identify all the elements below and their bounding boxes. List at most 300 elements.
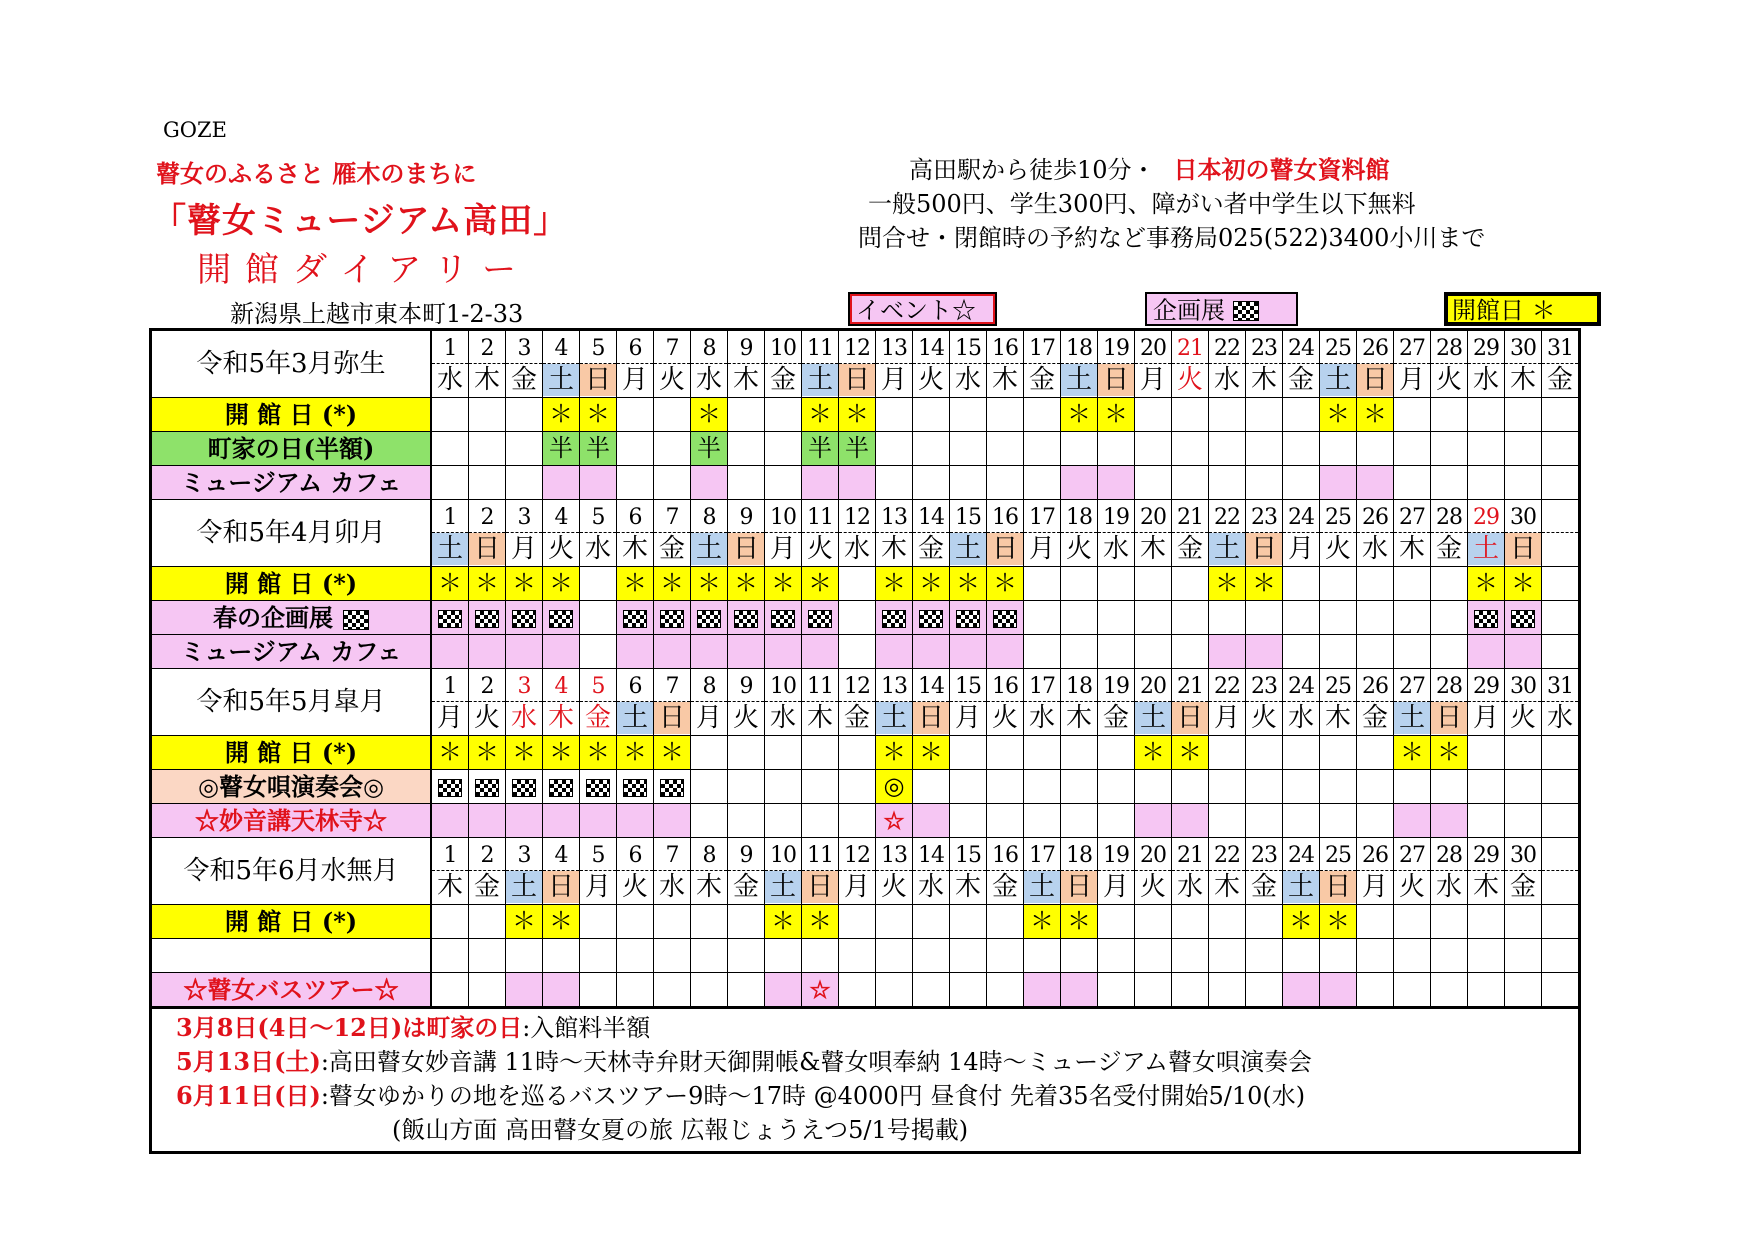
day-number: 14 [913,500,949,533]
day-header [1246,838,1283,905]
checkered-flag-icon [882,610,906,628]
day-cell: ＊ [617,567,654,601]
day-header [691,669,728,736]
day-header [1098,838,1135,905]
weekday: 火 [1065,534,1092,564]
day-cell [950,466,987,500]
day-cell [617,770,654,804]
day-header [1394,500,1431,567]
day-cell [1246,601,1283,635]
weekday: 火 [732,703,759,733]
day-cell [1246,973,1283,1008]
day-header [1172,330,1209,398]
day-cell [876,466,913,500]
weekday: 木 [1139,534,1166,564]
day-number: 7 [654,331,690,364]
day-cell [1246,939,1283,973]
day-cell [728,905,765,939]
day-header [1431,669,1468,736]
day-number: 9 [728,500,764,533]
day-cell [1468,398,1505,432]
day-cell [506,804,543,838]
row-label-text: 開 館 日 (*) [224,569,358,598]
day-number: 10 [765,500,801,533]
legend-open-day [1444,292,1601,326]
day-cell [1135,804,1172,838]
day-header [1135,500,1172,567]
day-cell: ＊ [654,567,691,601]
day-header [580,669,617,736]
day-header [654,500,691,567]
day-cell [1394,770,1431,804]
day-cell [1283,770,1320,804]
day-cell: ＊ [1357,398,1394,432]
day-cell: ＊ [1431,736,1468,770]
day-cell [617,973,654,1008]
day-header [1209,669,1246,736]
day-cell [431,432,469,466]
row-label-text: 開 館 日 (*) [224,907,358,936]
day-cell [506,635,543,669]
day-cell [580,905,617,939]
day-cell [950,905,987,939]
day-cell [987,770,1024,804]
day-header [876,838,913,905]
day-cell: 半 [691,432,728,466]
checkered-flag-icon [1511,610,1535,628]
day-number: 5 [580,838,616,871]
weekday: 土 [802,364,838,396]
day-number: 13 [876,331,912,364]
day-cell: ＊ [1024,905,1061,939]
day-cell [1431,601,1468,635]
note-line [176,1079,1578,1113]
checkered-flag-icon [512,779,536,797]
day-number: 1 [432,331,468,364]
row-label [151,804,432,838]
day-cell: ＊ [580,736,617,770]
day-cell [728,939,765,973]
day-header [765,500,802,567]
day-cell: ＊ [1283,905,1320,939]
day-header [802,838,839,905]
legend-open-label: 開館日 ＊ [1452,296,1556,325]
day-header [1135,330,1172,398]
note-date: 3月8日(4日〜12日)は町家の日 [176,1013,523,1042]
day-cell [1246,736,1283,770]
day-cell [1024,939,1061,973]
day-header [469,669,506,736]
day-cell [1505,635,1542,669]
day-number: 11 [802,331,838,364]
day-cell [1431,567,1468,601]
day-number: 15 [950,331,986,364]
day-number: 6 [617,669,653,702]
row-label-text: ☆妙音講天林寺☆ [195,806,387,835]
day-number: 12 [839,331,875,364]
day-cell [1172,905,1209,939]
day-cell [839,466,876,500]
legend-event [848,292,997,326]
day-cell [1024,973,1061,1008]
day-header [1135,838,1172,905]
day-cell [1542,466,1580,500]
day-cell [913,804,950,838]
day-cell [1283,601,1320,635]
day-cell [1061,635,1098,669]
day-cell [876,601,913,635]
weekday: 金 [1435,534,1462,564]
day-cell: 半 [839,432,876,466]
checkered-flag-icon [993,610,1017,628]
day-cell [728,398,765,432]
notes-cell [151,1008,1580,1153]
day-header [469,330,506,398]
day-cell [543,466,580,500]
day-number: 21 [1172,500,1208,533]
contact-info: 問合せ・閉館時の予約など事務局025(522)3400小川まで [858,224,1486,252]
day-cell [765,466,802,500]
weekday: 土 [765,871,801,903]
weekday: 木 [991,365,1018,395]
day-cell [950,398,987,432]
weekday: 火 [547,534,574,564]
day-cell [987,635,1024,669]
schedule-row [151,398,1580,432]
day-cell: ＊ [1209,567,1246,601]
day-cell [1431,905,1468,939]
day-number: 11 [802,500,838,533]
day-cell [839,939,876,973]
weekday: 日 [1431,702,1467,734]
day-number: 18 [1061,838,1097,871]
day-cell: ＊ [1394,736,1431,770]
weekday: 月 [1472,703,1499,733]
day-cell: 半 [802,432,839,466]
weekday: 水 [1287,703,1314,733]
weekday: 木 [695,872,722,902]
day-cell [654,398,691,432]
weekday: 月 [1287,534,1314,564]
day-cell [765,804,802,838]
weekday: 土 [950,533,986,565]
day-number: 1 [432,838,468,871]
schedule-row [151,601,1580,635]
day-cell [1320,567,1357,601]
day-cell [1209,804,1246,838]
checkered-flag-icon [475,779,499,797]
day-cell [1320,804,1357,838]
day-number: 25 [1320,669,1356,702]
day-number: 31 [1542,669,1578,702]
address: 新潟県上越市東本町1-2-33 [230,300,524,328]
weekday: 日 [1357,364,1393,396]
weekday: 月 [769,534,796,564]
day-header [691,330,728,398]
day-header [506,838,543,905]
day-cell: ＊ [617,736,654,770]
day-number: 22 [1209,500,1245,533]
day-cell [617,635,654,669]
day-cell [654,905,691,939]
day-header [580,330,617,398]
day-cell [1505,432,1542,466]
day-header [1061,500,1098,567]
row-label [151,770,432,804]
note-text: :瞽女ゆかりの地を巡るバスツアー9時〜17時 @4000円 昼食付 先着35名受付開始5/10(水) [320,1082,1306,1110]
day-cell [691,601,728,635]
day-cell [1357,804,1394,838]
day-cell [1172,973,1209,1008]
day-cell [1209,466,1246,500]
day-cell [1024,804,1061,838]
weekday: 火 [1250,703,1277,733]
note-line [176,1045,1578,1079]
day-number: 10 [765,669,801,702]
day-header [1024,500,1061,567]
day-cell [1394,635,1431,669]
schedule-row [151,770,1580,804]
day-header [1357,330,1394,398]
day-cell [1542,635,1580,669]
day-number: 18 [1061,500,1097,533]
day-header [1320,330,1357,398]
day-number: 2 [469,838,505,871]
day-header [431,669,469,736]
day-cell [543,804,580,838]
day-header [1172,669,1209,736]
day-cell [1357,770,1394,804]
day-header [1542,669,1580,736]
row-label-text: ミュージアム カフェ [180,637,402,666]
day-cell [1320,770,1357,804]
day-number: 28 [1431,669,1467,702]
day-cell [1135,635,1172,669]
day-number: 26 [1357,838,1393,871]
day-header [1357,669,1394,736]
day-header [654,838,691,905]
day-cell [1135,973,1172,1008]
day-number: 14 [913,331,949,364]
row-label [151,635,432,669]
day-cell [728,770,765,804]
day-cell [580,567,617,601]
weekday: 火 [991,703,1018,733]
day-cell [1357,939,1394,973]
weekday: 月 [621,365,648,395]
day-number: 20 [1135,669,1171,702]
day-cell [431,770,469,804]
day-number: 22 [1209,331,1245,364]
day-number: 18 [1061,669,1097,702]
weekday: 日 [1320,871,1356,903]
day-cell [1098,567,1135,601]
day-cell [987,973,1024,1008]
day-number: 10 [765,838,801,871]
row-label-text: ミュージアム カフェ [180,468,402,497]
day-number: 7 [654,500,690,533]
day-cell: ＊ [654,736,691,770]
weekday: 火 [473,703,500,733]
day-number: 2 [469,500,505,533]
day-cell [1394,601,1431,635]
day-cell [987,905,1024,939]
day-cell [1061,466,1098,500]
day-cell [1357,432,1394,466]
weekday: 金 [510,365,537,395]
day-cell: ☆ [802,973,839,1008]
day-cell [691,736,728,770]
day-number: 10 [765,331,801,364]
day-header [431,500,469,567]
day-cell [1172,432,1209,466]
day-cell [1505,905,1542,939]
day-cell [913,635,950,669]
day-cell [1320,466,1357,500]
day-number: 22 [1209,838,1245,871]
day-cell [469,770,506,804]
day-cell [1209,398,1246,432]
day-cell [1542,432,1580,466]
day-number: 5 [580,500,616,533]
day-cell [950,635,987,669]
weekday: 月 [1102,872,1129,902]
day-cell [1320,939,1357,973]
day-cell: ＊ [728,567,765,601]
day-cell [1135,398,1172,432]
day-header [1320,838,1357,905]
day-cell [543,601,580,635]
day-header [765,330,802,398]
day-cell [1431,939,1468,973]
day-cell [950,601,987,635]
weekday: 金 [991,872,1018,902]
day-cell [691,905,728,939]
day-cell [728,635,765,669]
day-cell [913,466,950,500]
day-header [987,669,1024,736]
day-number: 17 [1024,500,1060,533]
weekday: 土 [1061,364,1097,396]
day-header [691,500,728,567]
day-number: 23 [1246,669,1282,702]
schedule-row [151,567,1580,601]
day-cell [1394,567,1431,601]
weekday: 日 [543,871,579,903]
day-number: 23 [1246,331,1282,364]
weekday: 日 [913,702,949,734]
day-cell: ＊ [469,567,506,601]
weekday: 月 [954,703,981,733]
weekday: 火 [880,872,907,902]
day-header [1431,500,1468,567]
day-number: 22 [1209,669,1245,702]
day-cell [1542,567,1580,601]
day-cell [1061,736,1098,770]
note-text: :高田瞽女妙音講 11時〜天林寺弁財天御開帳&瞽女唄奉納 14時〜ミュージアム瞽女唄演奏会 [320,1048,1312,1076]
goze-label: GOZE [163,118,227,142]
weekday: 金 [1176,534,1203,564]
day-cell [1172,567,1209,601]
day-cell [1135,939,1172,973]
calendar-body [151,330,1580,1153]
day-cell [802,601,839,635]
day-header [950,838,987,905]
weekday: 土 [1468,533,1504,565]
day-cell [1542,905,1580,939]
day-number: 3 [506,669,542,702]
day-cell [1209,905,1246,939]
legend-event-label: イベント☆ [856,296,976,325]
checkered-flag-icon [512,610,536,628]
day-cell [543,770,580,804]
day-cell: ＊ [1098,398,1135,432]
day-number: 16 [987,331,1023,364]
day-header [543,330,580,398]
day-number: 25 [1320,500,1356,533]
day-number: 30 [1505,331,1541,364]
day-header [1209,330,1246,398]
day-header [1283,330,1320,398]
weekday: 火 [658,365,685,395]
day-cell [1246,905,1283,939]
day-number: 27 [1394,669,1430,702]
day-cell [617,432,654,466]
legend-exhibit [1145,292,1298,326]
day-number: 15 [950,669,986,702]
day-cell [1542,736,1580,770]
day-cell [469,804,506,838]
checkered-flag-icon [438,610,462,628]
weekday: 木 [547,703,574,733]
day-number: 9 [728,669,764,702]
day-cell [913,432,950,466]
day-cell [1172,804,1209,838]
day-cell [543,635,580,669]
weekday: 月 [1028,534,1055,564]
day-cell [691,770,728,804]
day-cell [1172,770,1209,804]
day-cell [913,905,950,939]
day-cell [876,432,913,466]
day-cell [1283,432,1320,466]
day-cell [1246,398,1283,432]
day-cell [1209,635,1246,669]
day-number: 5 [580,669,616,702]
schedule-row [151,939,1580,973]
day-header [913,500,950,567]
weekday: 金 [1250,872,1277,902]
day-cell [617,466,654,500]
day-cell [1209,736,1246,770]
day-cell [431,905,469,939]
day-header [1394,838,1431,905]
day-cell [876,905,913,939]
weekday: 水 [1102,534,1129,564]
weekday: 月 [843,872,870,902]
day-cell [1098,736,1135,770]
day-number: 24 [1283,331,1319,364]
weekday: 土 [432,533,468,565]
checkered-flag-icon [1474,610,1498,628]
day-cell [580,973,617,1008]
day-header [1172,838,1209,905]
weekday: 土 [1024,871,1060,903]
day-header [839,669,876,736]
day-cell [1394,804,1431,838]
weekday: 木 [1065,703,1092,733]
weekday: 日 [1246,533,1282,565]
